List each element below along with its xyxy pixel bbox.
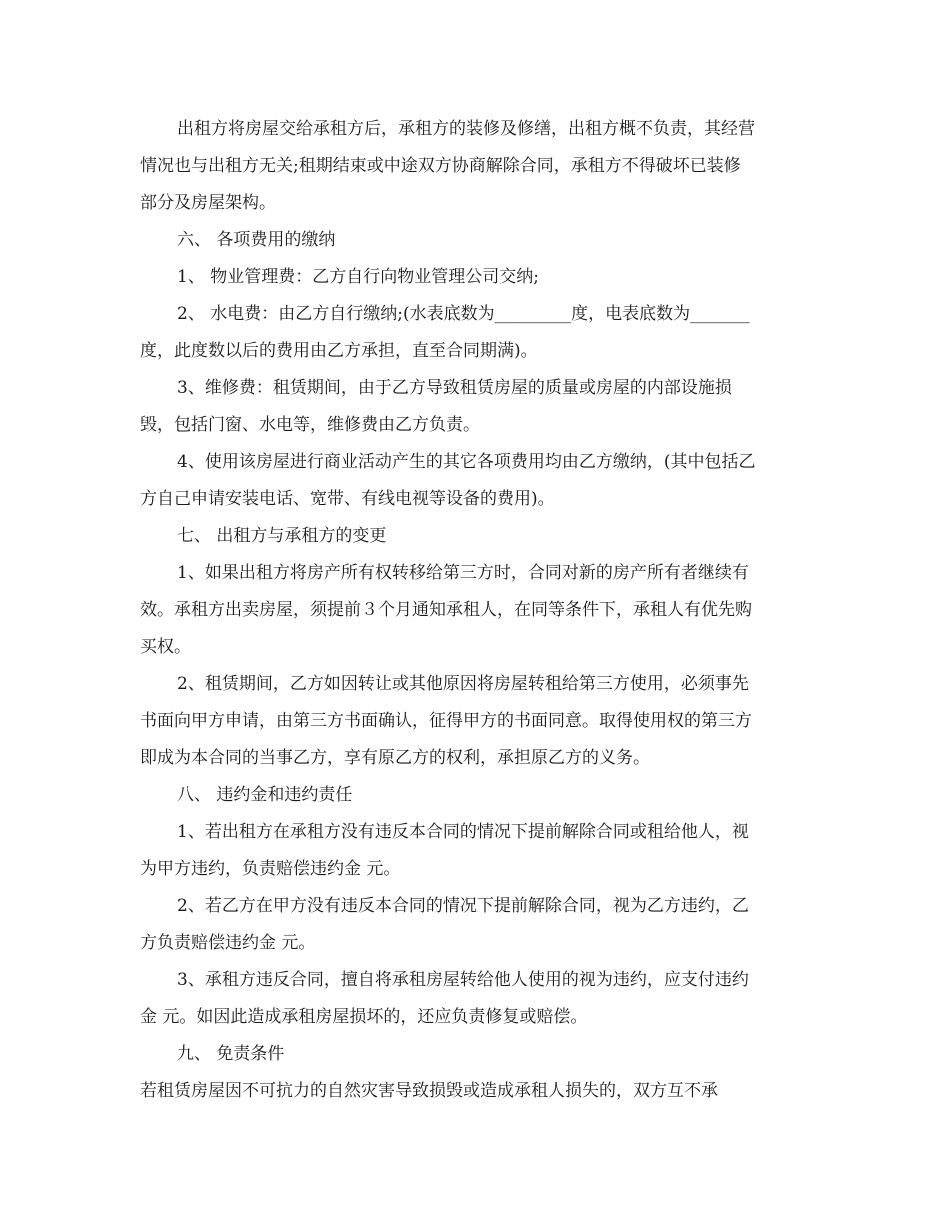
paragraph-line: 买权。 — [140, 637, 191, 657]
paragraph-line: 3、承租方违反合同，擅自将承租房屋转给他人使用的视为违约，应支付违约 — [177, 970, 749, 990]
paragraph-line: 即成为本合同的当事乙方，享有原乙方的权利，承担原乙方的义务。 — [140, 748, 650, 768]
paragraph-line: 情况也与出租方无关;租期结束或中途双方协商解除合同，承租方不得破坏已装修 — [140, 156, 741, 176]
paragraph-line: 2、租赁期间，乙方如因转让或其他原因将房屋转租给第三方使用，必须事先 — [177, 674, 749, 694]
paragraph-line: 方自己申请安装电话、宽带、有线电视等设备的费用)。 — [140, 489, 555, 509]
section-heading: 七、 出租方与承租方的变更 — [177, 526, 387, 546]
section-heading: 六、 各项费用的缴纳 — [177, 230, 336, 250]
paragraph-line: 3、维修费：租赁期间，由于乙方导致租赁房屋的质量或房屋的内部设施损 — [177, 378, 732, 398]
paragraph-line: 部分及房屋架构。 — [140, 193, 276, 213]
paragraph-line: 毁，包括门窗、水电等，维修费由乙方负责。 — [140, 415, 480, 435]
paragraph-line: 2、 水电费：由乙方自行缴纳;(水表底数为_________度，电表底数为_______ — [177, 304, 750, 324]
paragraph-line: 度，此度数以后的费用由乙方承担，直至合同期满)。 — [140, 341, 538, 361]
paragraph-line: 若租赁房屋因不可抗力的自然灾害导致损毁或造成承租人损失的，双方互不承 — [140, 1081, 718, 1101]
section-heading: 八、 违约金和违约责任 — [177, 785, 353, 805]
paragraph-line: 1、 物业管理费：乙方自行向物业管理公司交纳; — [177, 267, 539, 287]
paragraph-line: 1、如果出租方将房产所有权转移给第三方时，合同对新的房产所有者继续有 — [177, 563, 749, 583]
paragraph-line: 1、若出租方在承租方没有违反本合同的情况下提前解除合同或租给他人，视 — [177, 822, 749, 842]
paragraph-line: 金 元。如因此造成承租房屋损坏的，还应负责修复或赔偿。 — [140, 1007, 588, 1027]
paragraph-line: 方负责赔偿违约金 元。 — [140, 933, 316, 953]
paragraph-line: 2、若乙方在甲方没有违反本合同的情况下提前解除合同，视为乙方违约，乙 — [177, 896, 749, 916]
paragraph-line: 效。承租方出卖房屋，须提前３个月通知承租人，在同等条件下，承租人有优先购 — [140, 600, 752, 620]
section-heading: 九、 免责条件 — [177, 1044, 285, 1064]
paragraph-line: 为甲方违约，负责赔偿违约金 元。 — [140, 859, 401, 879]
paragraph-line: 4、使用该房屋进行商业活动产生的其它各项费用均由乙方缴纳，(其中包括乙 — [177, 452, 756, 472]
paragraph-line: 书面向甲方申请，由第三方书面确认，征得甲方的书面同意。取得使用权的第三方 — [140, 711, 752, 731]
paragraph-line: 出租方将房屋交给承租方后，承租方的装修及修缮，出租方概不负责，其经营 — [177, 119, 755, 139]
